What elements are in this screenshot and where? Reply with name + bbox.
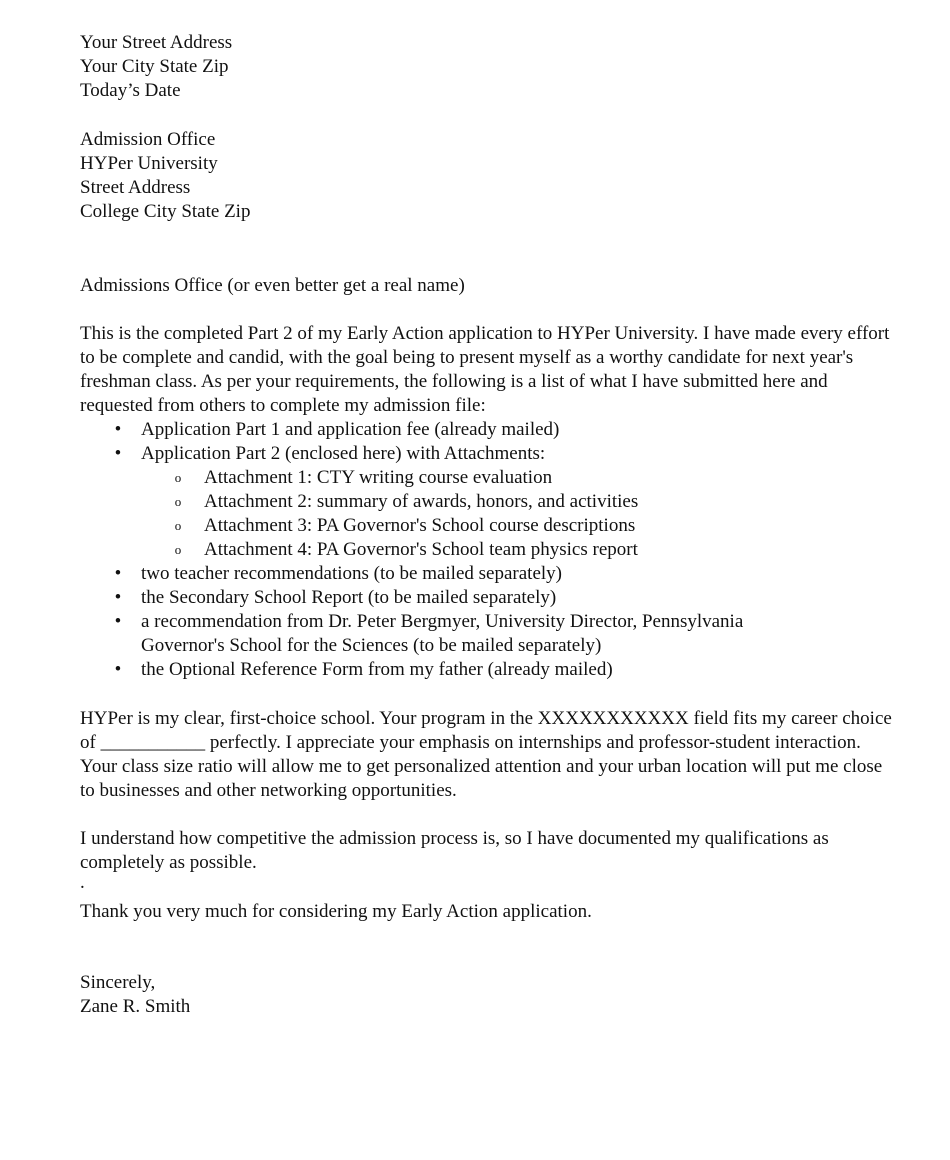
body-paragraph-2-text: I understand how competitive the admission process is, so I have documented my qualifications as completely as possible. bbox=[80, 828, 829, 873]
body-paragraph-1 bbox=[80, 707, 892, 803]
list-item-text: two teacher recommendations (to be mailed separately) bbox=[141, 563, 562, 584]
circle-bullet-icon: o bbox=[174, 470, 182, 485]
thanks-text: Thank you very much for considering my Early Action application. bbox=[80, 901, 592, 922]
list-item bbox=[80, 562, 900, 586]
body-paragraph-1-text: HYPer is my clear, first-choice school. Your program in the XXXXXXXXXXX field fits my career choice of ___________ perfectly. I appreciate your emphasis on internships and professor-student interaction. Your class size ratio will allow me to get personalized attention and your urban location will put me close to businesses and other networking opportunities. bbox=[80, 708, 892, 801]
attachment-item bbox=[141, 490, 900, 514]
list-item bbox=[80, 610, 900, 658]
thanks-line bbox=[80, 900, 900, 924]
intro-section bbox=[80, 322, 900, 682]
circle-bullet-icon: o bbox=[174, 542, 182, 557]
recipient-city: College City State Zip bbox=[80, 201, 251, 222]
intro-paragraph: This is the completed Part 2 of my Early Action application to HYPer University. I have made every effort to be complete and candid, with the goal being to present myself as a worthy candidate for next year's freshman class. As per your requirements, the following is a list of what I have submitted here and requested from others to complete my admission file: bbox=[80, 323, 890, 416]
list-item-text: a recommendation from Dr. Peter Bergmyer, University Director, Pennsylvania Governor's School for the Sciences (to be mailed separately) bbox=[141, 611, 744, 656]
attachment-item bbox=[141, 514, 900, 538]
list-item bbox=[80, 658, 900, 682]
attachment-list bbox=[141, 466, 900, 562]
bullet-icon: • bbox=[114, 563, 122, 584]
sender-street: Your Street Address bbox=[80, 32, 233, 53]
attachment-item bbox=[141, 538, 900, 562]
closing-text: Sincerely, bbox=[80, 972, 156, 993]
bullet-icon: • bbox=[114, 659, 122, 680]
submission-list bbox=[80, 418, 900, 682]
letter-date: Today’s Date bbox=[80, 80, 181, 101]
body-paragraph-2 bbox=[80, 827, 900, 875]
attachment-item bbox=[141, 466, 900, 490]
stray-mark-text: . bbox=[80, 872, 85, 893]
list-item-text: Application Part 1 and application fee (already mailed) bbox=[141, 419, 560, 440]
bullet-icon: • bbox=[114, 419, 122, 440]
bullet-icon: • bbox=[114, 443, 122, 464]
list-item bbox=[80, 418, 900, 442]
list-item-text: the Optional Reference Form from my father (already mailed) bbox=[141, 659, 613, 680]
attachment-text: Attachment 4: PA Governor's School team physics report bbox=[204, 539, 638, 560]
closing-block bbox=[80, 971, 900, 1019]
circle-bullet-icon: o bbox=[174, 518, 182, 533]
attachment-text: Attachment 2: summary of awards, honors, and activities bbox=[204, 491, 639, 512]
bullet-icon: • bbox=[114, 587, 122, 608]
sender-city: Your City State Zip bbox=[80, 56, 229, 77]
salutation bbox=[80, 274, 900, 298]
circle-bullet-icon: o bbox=[174, 494, 182, 509]
salutation-text: Admissions Office (or even better get a real name) bbox=[80, 275, 465, 296]
sender-address bbox=[80, 31, 900, 103]
recipient-address bbox=[80, 128, 900, 224]
list-item-text: the Secondary School Report (to be mailed separately) bbox=[141, 587, 557, 608]
recipient-university: HYPer University bbox=[80, 153, 218, 174]
attachment-text: Attachment 3: PA Governor's School course descriptions bbox=[204, 515, 636, 536]
stray-mark bbox=[80, 872, 900, 893]
list-item bbox=[80, 442, 900, 562]
recipient-street: Street Address bbox=[80, 177, 191, 198]
list-item bbox=[80, 586, 900, 610]
signature-name: Zane R. Smith bbox=[80, 996, 191, 1017]
list-item-text: Application Part 2 (enclosed here) with Attachments: bbox=[141, 443, 546, 464]
recipient-office: Admission Office bbox=[80, 129, 216, 150]
attachment-text: Attachment 1: CTY writing course evaluation bbox=[204, 467, 553, 488]
bullet-icon: • bbox=[114, 611, 122, 632]
